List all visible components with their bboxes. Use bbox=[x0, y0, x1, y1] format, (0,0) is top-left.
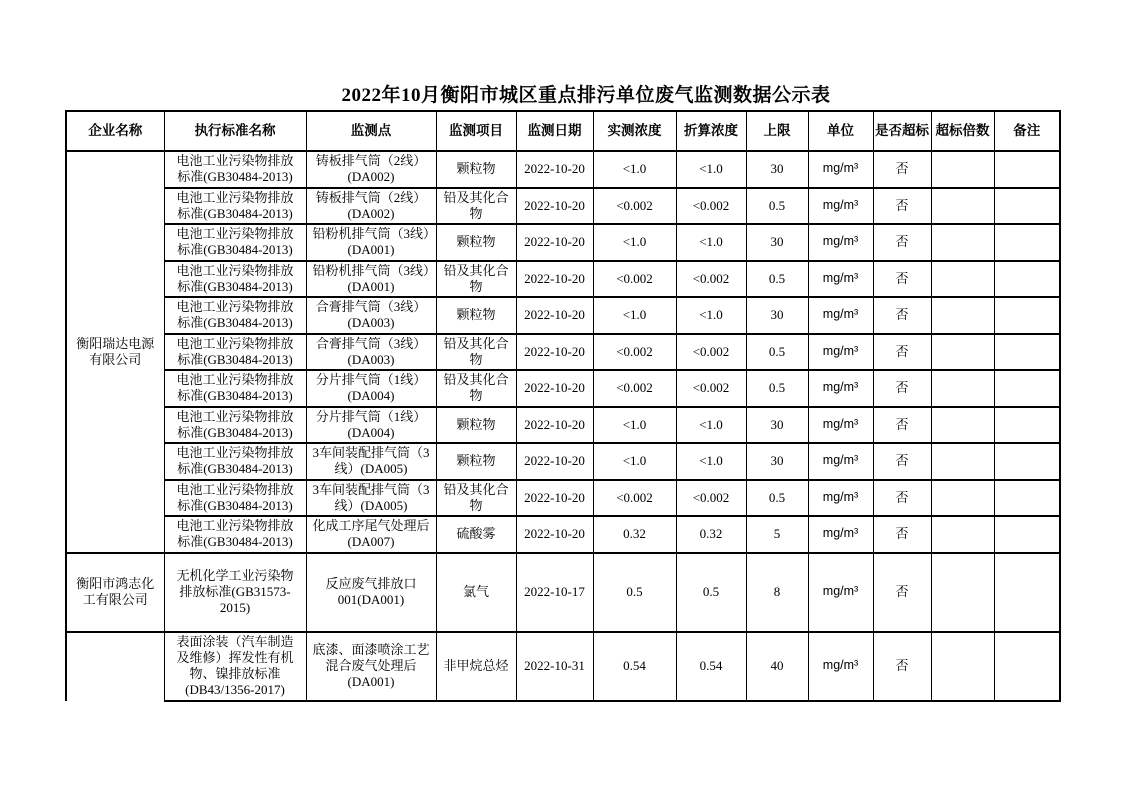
monitoring-point-cell: 合膏排气筒（3线）(DA003) bbox=[306, 334, 436, 371]
converted-cell: 0.54 bbox=[676, 632, 746, 701]
standard-cell: 电池工业污染物排放标准(GB30484-2013) bbox=[164, 261, 306, 298]
limit-cell: 0.5 bbox=[746, 261, 808, 298]
converted-cell: <1.0 bbox=[676, 297, 746, 334]
table-row bbox=[66, 632, 1060, 701]
col-header-converted: 折算浓度 bbox=[676, 111, 746, 151]
col-header-limit: 上限 bbox=[746, 111, 808, 151]
exceeded-cell: 否 bbox=[873, 151, 931, 188]
limit-cell: 30 bbox=[746, 224, 808, 261]
table-row bbox=[66, 224, 1060, 261]
measured-cell: <1.0 bbox=[593, 407, 676, 444]
remark-cell bbox=[994, 516, 1060, 553]
date-cell: 2022-10-31 bbox=[516, 632, 593, 701]
remark-cell bbox=[994, 632, 1060, 701]
measured-cell: <1.0 bbox=[593, 224, 676, 261]
multiple-cell bbox=[931, 224, 994, 261]
remark-cell bbox=[994, 224, 1060, 261]
item-cell: 颗粒物 bbox=[436, 443, 516, 480]
multiple-cell bbox=[931, 370, 994, 407]
unit-cell: mg/m³ bbox=[808, 188, 873, 225]
date-cell: 2022-10-20 bbox=[516, 443, 593, 480]
standard-cell: 电池工业污染物排放标准(GB30484-2013) bbox=[164, 370, 306, 407]
standard-cell: 电池工业污染物排放标准(GB30484-2013) bbox=[164, 407, 306, 444]
table-row bbox=[66, 297, 1060, 334]
measured-cell: 0.32 bbox=[593, 516, 676, 553]
standard-cell: 电池工业污染物排放标准(GB30484-2013) bbox=[164, 224, 306, 261]
multiple-cell bbox=[931, 516, 994, 553]
col-header-unit: 单位 bbox=[808, 111, 873, 151]
multiple-cell bbox=[931, 632, 994, 701]
item-cell: 非甲烷总烃 bbox=[436, 632, 516, 701]
monitoring-point-cell: 铅粉机排气筒（3线）(DA001) bbox=[306, 261, 436, 298]
remark-cell bbox=[994, 443, 1060, 480]
col-header-standard: 执行标准名称 bbox=[164, 111, 306, 151]
multiple-cell bbox=[931, 553, 994, 632]
page-title: 2022年10月衡阳市城区重点排污单位废气监测数据公示表 bbox=[341, 85, 831, 106]
standard-cell: 无机化学工业污染物排放标准(GB31573-2015) bbox=[164, 553, 306, 632]
col-header-exceeded: 是否超标 bbox=[873, 111, 931, 151]
monitoring-point-cell: 3车间装配排气筒（3线）(DA005) bbox=[306, 443, 436, 480]
date-cell: 2022-10-17 bbox=[516, 553, 593, 632]
measured-cell: <0.002 bbox=[593, 188, 676, 225]
remark-cell bbox=[994, 407, 1060, 444]
table-row bbox=[66, 553, 1060, 632]
limit-cell: 30 bbox=[746, 151, 808, 188]
limit-cell: 5 bbox=[746, 516, 808, 553]
exceeded-cell: 否 bbox=[873, 516, 931, 553]
unit-cell: mg/m³ bbox=[808, 151, 873, 188]
col-header-monitoring-point: 监测点 bbox=[306, 111, 436, 151]
converted-cell: <1.0 bbox=[676, 151, 746, 188]
date-cell: 2022-10-20 bbox=[516, 480, 593, 517]
multiple-cell bbox=[931, 334, 994, 371]
limit-cell: 0.5 bbox=[746, 188, 808, 225]
multiple-cell bbox=[931, 151, 994, 188]
date-cell: 2022-10-20 bbox=[516, 188, 593, 225]
measured-cell: <0.002 bbox=[593, 370, 676, 407]
remark-cell bbox=[994, 261, 1060, 298]
unit-cell: mg/m³ bbox=[808, 553, 873, 632]
item-cell: 铅及其化合物 bbox=[436, 370, 516, 407]
exceeded-cell: 否 bbox=[873, 297, 931, 334]
standard-cell: 电池工业污染物排放标准(GB30484-2013) bbox=[164, 188, 306, 225]
col-header-measured: 实测浓度 bbox=[593, 111, 676, 151]
company-cell: 衡阳市鸿志化工有限公司 bbox=[66, 553, 164, 632]
exceeded-cell: 否 bbox=[873, 632, 931, 701]
table-row bbox=[66, 516, 1060, 553]
date-cell: 2022-10-20 bbox=[516, 516, 593, 553]
monitoring-point-cell: 化成工序尾气处理后(DA007) bbox=[306, 516, 436, 553]
converted-cell: <0.002 bbox=[676, 334, 746, 371]
standard-cell: 电池工业污染物排放标准(GB30484-2013) bbox=[164, 334, 306, 371]
unit-cell: mg/m³ bbox=[808, 261, 873, 298]
limit-cell: 30 bbox=[746, 443, 808, 480]
limit-cell: 30 bbox=[746, 297, 808, 334]
monitoring-point-cell: 3车间装配排气筒（3线）(DA005) bbox=[306, 480, 436, 517]
measured-cell: <1.0 bbox=[593, 151, 676, 188]
multiple-cell bbox=[931, 261, 994, 298]
monitoring-point-cell: 合膏排气筒（3线）(DA003) bbox=[306, 297, 436, 334]
remark-cell bbox=[994, 334, 1060, 371]
date-cell: 2022-10-20 bbox=[516, 407, 593, 444]
multiple-cell bbox=[931, 188, 994, 225]
converted-cell: <0.002 bbox=[676, 188, 746, 225]
limit-cell: 0.5 bbox=[746, 334, 808, 371]
unit-cell: mg/m³ bbox=[808, 632, 873, 701]
limit-cell: 8 bbox=[746, 553, 808, 632]
exceeded-cell: 否 bbox=[873, 334, 931, 371]
date-cell: 2022-10-20 bbox=[516, 370, 593, 407]
standard-cell: 电池工业污染物排放标准(GB30484-2013) bbox=[164, 480, 306, 517]
standard-cell: 表面涂装（汽车制造及维修）挥发性有机物、镍排放标准(DB43/1356-2017) bbox=[164, 632, 306, 701]
date-cell: 2022-10-20 bbox=[516, 334, 593, 371]
unit-cell: mg/m³ bbox=[808, 297, 873, 334]
remark-cell bbox=[994, 297, 1060, 334]
exceeded-cell: 否 bbox=[873, 480, 931, 517]
table-row bbox=[66, 370, 1060, 407]
col-header-item: 监测项目 bbox=[436, 111, 516, 151]
col-header-remark: 备注 bbox=[994, 111, 1060, 151]
monitoring-point-cell: 底漆、面漆喷涂工艺混合废气处理后(DA001) bbox=[306, 632, 436, 701]
item-cell: 铅及其化合物 bbox=[436, 480, 516, 517]
table-row bbox=[66, 407, 1060, 444]
multiple-cell bbox=[931, 407, 994, 444]
unit-cell: mg/m³ bbox=[808, 334, 873, 371]
unit-cell: mg/m³ bbox=[808, 443, 873, 480]
measured-cell: <1.0 bbox=[593, 297, 676, 334]
item-cell: 铅及其化合物 bbox=[436, 334, 516, 371]
converted-cell: <0.002 bbox=[676, 370, 746, 407]
item-cell: 硫酸雾 bbox=[436, 516, 516, 553]
date-cell: 2022-10-20 bbox=[516, 261, 593, 298]
table-row bbox=[66, 151, 1060, 188]
measured-cell: <0.002 bbox=[593, 334, 676, 371]
converted-cell: <0.002 bbox=[676, 261, 746, 298]
unit-cell: mg/m³ bbox=[808, 516, 873, 553]
exceeded-cell: 否 bbox=[873, 370, 931, 407]
monitoring-point-cell: 反应废气排放口001(DA001) bbox=[306, 553, 436, 632]
limit-cell: 0.5 bbox=[746, 480, 808, 517]
monitoring-point-cell: 分片排气筒（1线）(DA004) bbox=[306, 407, 436, 444]
remark-cell bbox=[994, 151, 1060, 188]
remark-cell bbox=[994, 188, 1060, 225]
exceeded-cell: 否 bbox=[873, 553, 931, 632]
converted-cell: 0.5 bbox=[676, 553, 746, 632]
exceeded-cell: 否 bbox=[873, 407, 931, 444]
table-header-row bbox=[66, 111, 1060, 151]
table-row bbox=[66, 443, 1060, 480]
exceeded-cell: 否 bbox=[873, 261, 931, 298]
date-cell: 2022-10-20 bbox=[516, 151, 593, 188]
company-cell: 衡阳瑞达电源有限公司 bbox=[66, 151, 164, 553]
measured-cell: 0.5 bbox=[593, 553, 676, 632]
date-cell: 2022-10-20 bbox=[516, 297, 593, 334]
item-cell: 颗粒物 bbox=[436, 407, 516, 444]
monitoring-point-cell: 铸板排气筒（2线）(DA002) bbox=[306, 188, 436, 225]
company-cell bbox=[66, 632, 164, 701]
multiple-cell bbox=[931, 297, 994, 334]
item-cell: 铅及其化合物 bbox=[436, 188, 516, 225]
item-cell: 颗粒物 bbox=[436, 297, 516, 334]
unit-cell: mg/m³ bbox=[808, 480, 873, 517]
remark-cell bbox=[994, 553, 1060, 632]
standard-cell: 电池工业污染物排放标准(GB30484-2013) bbox=[164, 297, 306, 334]
measured-cell: 0.54 bbox=[593, 632, 676, 701]
exceeded-cell: 否 bbox=[873, 224, 931, 261]
standard-cell: 电池工业污染物排放标准(GB30484-2013) bbox=[164, 443, 306, 480]
remark-cell bbox=[994, 480, 1060, 517]
col-header-company: 企业名称 bbox=[66, 111, 164, 151]
unit-cell: mg/m³ bbox=[808, 407, 873, 444]
monitoring-table bbox=[65, 110, 1061, 702]
converted-cell: <1.0 bbox=[676, 224, 746, 261]
item-cell: 氯气 bbox=[436, 553, 516, 632]
measured-cell: <0.002 bbox=[593, 261, 676, 298]
converted-cell: 0.32 bbox=[676, 516, 746, 553]
limit-cell: 0.5 bbox=[746, 370, 808, 407]
exceeded-cell: 否 bbox=[873, 188, 931, 225]
standard-cell: 电池工业污染物排放标准(GB30484-2013) bbox=[164, 151, 306, 188]
monitoring-point-cell: 分片排气筒（1线）(DA004) bbox=[306, 370, 436, 407]
col-header-date: 监测日期 bbox=[516, 111, 593, 151]
multiple-cell bbox=[931, 480, 994, 517]
measured-cell: <0.002 bbox=[593, 480, 676, 517]
table-row bbox=[66, 261, 1060, 298]
exceeded-cell: 否 bbox=[873, 443, 931, 480]
table-row bbox=[66, 188, 1060, 225]
item-cell: 颗粒物 bbox=[436, 224, 516, 261]
item-cell: 颗粒物 bbox=[436, 151, 516, 188]
limit-cell: 30 bbox=[746, 407, 808, 444]
multiple-cell bbox=[931, 443, 994, 480]
date-cell: 2022-10-20 bbox=[516, 224, 593, 261]
monitoring-point-cell: 铸板排气筒（2线）(DA002) bbox=[306, 151, 436, 188]
remark-cell bbox=[994, 370, 1060, 407]
table-row bbox=[66, 334, 1060, 371]
limit-cell: 40 bbox=[746, 632, 808, 701]
unit-cell: mg/m³ bbox=[808, 370, 873, 407]
item-cell: 铅及其化合物 bbox=[436, 261, 516, 298]
measured-cell: <1.0 bbox=[593, 443, 676, 480]
document-page bbox=[65, 84, 1059, 702]
converted-cell: <1.0 bbox=[676, 407, 746, 444]
monitoring-point-cell: 铅粉机排气筒（3线）(DA001) bbox=[306, 224, 436, 261]
converted-cell: <1.0 bbox=[676, 443, 746, 480]
col-header-multiple: 超标倍数 bbox=[931, 111, 994, 151]
unit-cell: mg/m³ bbox=[808, 224, 873, 261]
converted-cell: <0.002 bbox=[676, 480, 746, 517]
standard-cell: 电池工业污染物排放标准(GB30484-2013) bbox=[164, 516, 306, 553]
table-row bbox=[66, 480, 1060, 517]
